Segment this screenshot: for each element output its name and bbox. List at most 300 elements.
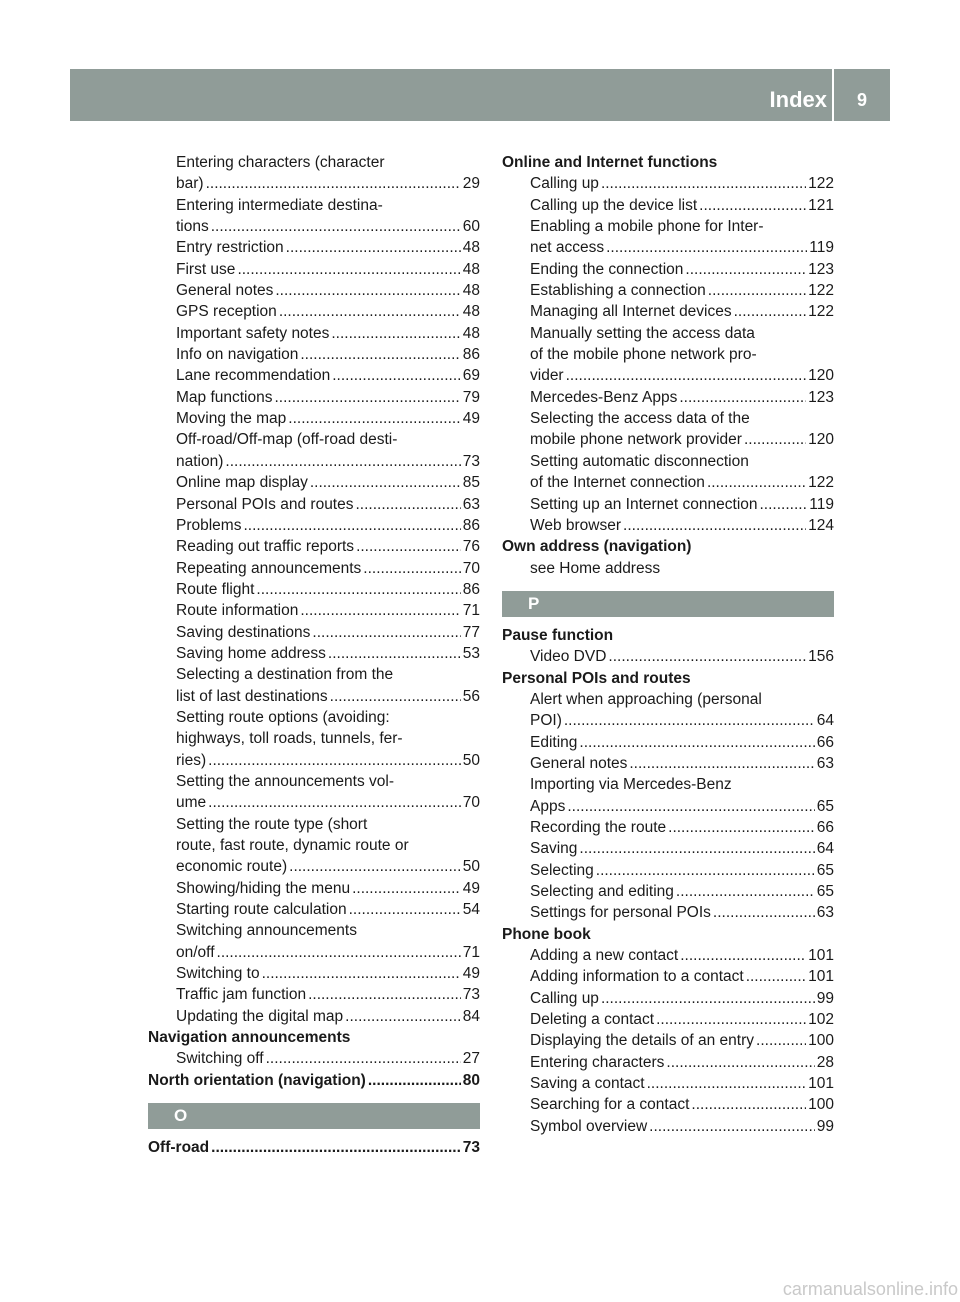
dot-leader (564, 710, 815, 731)
index-entry-label: Deleting a contact (530, 1011, 655, 1029)
index-subentry[interactable] (148, 536, 480, 557)
index-entry-label: of the Internet connection (530, 474, 705, 492)
dot-leader (356, 536, 461, 557)
index-entry-label: route, fast route, dynamic route or (176, 837, 409, 854)
dot-leader (330, 686, 461, 707)
index-subentry[interactable] (502, 860, 834, 881)
index-subentry[interactable] (502, 945, 834, 966)
index-entry-label: General notes (176, 282, 274, 300)
index-entry-label: Off-road (148, 1139, 210, 1157)
index-subentry[interactable] (148, 387, 480, 408)
index-page-ref: 71 (462, 602, 480, 620)
index-entry-label: Navigation announcements (148, 1029, 351, 1047)
index-page-ref: 54 (462, 901, 480, 919)
index-entry-label: vider (530, 367, 564, 385)
dot-leader (623, 515, 806, 536)
index-page-ref: 76 (462, 538, 480, 556)
dot-leader (332, 365, 461, 386)
index-entry-label: Establishing a connection (530, 282, 706, 300)
index-subentry[interactable] (502, 387, 834, 408)
index-subentry[interactable] (148, 579, 480, 600)
index-entry-label: Starting route calculation (176, 901, 347, 919)
index-subentry (502, 558, 834, 579)
index-entry-label: Updating the digital map (176, 1007, 344, 1025)
index-entry-label: highways, toll roads, tunnels, fer- (176, 730, 403, 748)
index-entry-label: mobile phone network provider (530, 431, 742, 449)
index-page-ref: 48 (462, 239, 480, 257)
index-subentry[interactable] (502, 966, 834, 987)
dot-leader (676, 881, 815, 902)
dot-leader (579, 732, 814, 753)
index-page-ref: 86 (462, 346, 480, 364)
index-subentry[interactable] (502, 365, 834, 386)
dot-leader (707, 472, 806, 493)
index-entry-label: Searching for a contact (530, 1096, 690, 1114)
index-entry-label: Setting the announcements vol- (176, 772, 394, 790)
index-subentry (148, 664, 480, 685)
dot-leader (608, 646, 806, 667)
dot-leader (256, 579, 460, 600)
index-page-ref: 48 (462, 303, 480, 321)
dot-leader (208, 792, 461, 813)
index-entry-label: Switching off (176, 1050, 264, 1068)
index-page-ref: 66 (816, 818, 834, 836)
index-subentry (148, 728, 480, 749)
index-subentry[interactable] (502, 1073, 834, 1094)
dot-leader (363, 558, 460, 579)
index-subentry[interactable] (148, 856, 480, 877)
index-page-ref: 63 (816, 904, 834, 922)
index-page-ref: 123 (808, 260, 834, 278)
index-page-ref: 64 (816, 712, 834, 730)
index-page-ref: 99 (816, 989, 834, 1007)
index-entry-label: tions (176, 218, 209, 236)
index-subentry[interactable] (148, 365, 480, 386)
index-entry (502, 924, 834, 945)
index-entry-label: Manually setting the access data (530, 324, 755, 342)
index-subentry[interactable] (502, 237, 834, 258)
index-subentry[interactable] (148, 686, 480, 707)
index-entry-label: General notes (530, 754, 628, 772)
index-subentry[interactable] (502, 881, 834, 902)
dot-leader (266, 1048, 461, 1069)
dot-leader (756, 1030, 806, 1051)
index-subentry[interactable] (502, 1116, 834, 1137)
index-entry-label: Web browser (530, 516, 622, 534)
index-subentry (502, 689, 834, 710)
dot-leader (647, 1073, 807, 1094)
index-entry[interactable] (148, 1070, 480, 1091)
index-subentry[interactable] (148, 899, 480, 920)
index-entry-label: Displaying the details of an entry (530, 1032, 755, 1050)
index-subentry[interactable] (148, 1048, 480, 1069)
dot-leader (243, 515, 460, 536)
index-entry-label: Switching announcements (176, 922, 357, 940)
index-entry-label: ume (176, 794, 207, 812)
index-entry (502, 668, 834, 689)
index-page-ref: 60 (462, 218, 480, 236)
index-subentry[interactable] (502, 817, 834, 838)
index-subentry[interactable] (502, 838, 834, 859)
index-entry-label: Map functions (176, 388, 273, 406)
index-page-ref: 48 (462, 260, 480, 278)
index-entry (148, 1027, 480, 1048)
index-subentry[interactable] (148, 963, 480, 984)
index-entry-label: Reading out traffic reports (176, 538, 355, 556)
index-entry-label: Editing (530, 733, 578, 751)
index-subentry[interactable] (148, 173, 480, 194)
dot-leader (237, 259, 460, 280)
index-page-ref: 80 (462, 1071, 480, 1089)
dot-leader (734, 301, 807, 322)
index-entry-label: Mercedes-Benz Apps (530, 388, 678, 406)
index-page-ref: 79 (462, 388, 480, 406)
index-page-ref: 69 (462, 367, 480, 385)
index-subentry[interactable] (148, 942, 480, 963)
index-entry-label: Calling up (530, 175, 599, 193)
dot-leader (279, 301, 461, 322)
index-subentry[interactable] (148, 643, 480, 664)
index-column-left (148, 152, 480, 1158)
index-subentry (502, 774, 834, 795)
dot-leader (331, 323, 460, 344)
index-subentry[interactable] (502, 280, 834, 301)
letter-section-header: O (148, 1103, 480, 1129)
dot-leader (668, 817, 815, 838)
index-entry-label: Setting up an Internet connection (530, 495, 758, 513)
dot-leader (368, 1070, 461, 1091)
index-subentry[interactable] (148, 558, 480, 579)
index-page-ref: 56 (462, 687, 480, 705)
footer-watermark-url: carmanualsonline.info (782, 1279, 958, 1299)
index-subentry[interactable] (148, 1006, 480, 1027)
index-page-ref: 53 (462, 644, 480, 662)
dot-leader (601, 173, 806, 194)
dot-leader (211, 216, 461, 237)
index-subentry[interactable] (148, 451, 480, 472)
index-subentry[interactable] (148, 515, 480, 536)
index-page-ref: 120 (808, 431, 834, 449)
index-entry-label: Off-road/Off-map (off-road desti- (176, 431, 398, 449)
index-subentry[interactable] (502, 902, 834, 923)
index-page-ref: 63 (816, 754, 834, 772)
index-entry (502, 625, 834, 646)
index-subentry[interactable] (148, 216, 480, 237)
index-subentry[interactable] (148, 344, 480, 365)
index-entry-label: Moving the map (176, 410, 287, 428)
dot-leader (679, 387, 806, 408)
dot-leader (629, 753, 814, 774)
dot-leader (286, 237, 461, 258)
index-subentry (148, 771, 480, 792)
index-subentry[interactable] (502, 796, 834, 817)
index-page-ref: 100 (808, 1032, 834, 1050)
index-entry-label: Showing/hiding the menu (176, 879, 351, 897)
dot-leader (606, 237, 807, 258)
index-page-ref: 119 (809, 495, 834, 513)
index-subentry[interactable] (148, 280, 480, 301)
dot-leader (601, 988, 815, 1009)
dot-leader (666, 1052, 814, 1073)
dot-leader (288, 408, 460, 429)
index-entry-label: list of last destinations (176, 687, 328, 705)
index-subentry[interactable] (502, 988, 834, 1009)
index-entry-label: Important safety notes (176, 324, 330, 342)
index-entry-label: Traffic jam function (176, 986, 307, 1004)
letter-section-header: P (502, 591, 834, 617)
index-entry-label: Route information (176, 602, 299, 620)
index-page-ref: 73 (462, 452, 480, 470)
dot-leader (349, 899, 461, 920)
index-page-ref: 28 (816, 1053, 834, 1071)
index-page-ref: 156 (808, 648, 834, 666)
dot-leader (699, 195, 806, 216)
index-subentry[interactable] (148, 984, 480, 1005)
index-page-ref: 70 (462, 559, 480, 577)
index-page-ref: 73 (462, 986, 480, 1004)
index-subentry (502, 344, 834, 365)
index-entry-label: of the mobile phone network pro- (530, 346, 757, 364)
index-subentry[interactable] (148, 750, 480, 771)
index-subentry[interactable] (148, 600, 480, 621)
index-entry-label: Saving home address (176, 644, 326, 662)
index-page-ref: 101 (808, 947, 834, 965)
index-page-ref: 122 (808, 282, 834, 300)
index-entry-label: Ending the connection (530, 260, 684, 278)
dot-leader (566, 365, 807, 386)
index-entry-label: Own address (navigation) (502, 538, 692, 556)
index-column-right (502, 152, 834, 1137)
dot-leader (713, 902, 815, 923)
dot-leader (206, 173, 461, 194)
dot-leader (345, 1006, 461, 1027)
index-page-ref: 49 (462, 879, 480, 897)
index-subentry[interactable] (148, 259, 480, 280)
index-page-ref: 99 (816, 1117, 834, 1135)
index-page-ref: 29 (462, 175, 480, 193)
index-subentry[interactable] (148, 622, 480, 643)
index-entry-label: Calling up (530, 989, 599, 1007)
index-subentry[interactable] (148, 878, 480, 899)
index-page-ref: 70 (462, 794, 480, 812)
dot-leader (356, 494, 461, 515)
index-subentry[interactable] (502, 1052, 834, 1073)
index-subentry[interactable] (502, 753, 834, 774)
index-entry-label: Lane recommendation (176, 367, 331, 385)
index-entry-label: Selecting (530, 861, 594, 879)
index-entry-label: POI) (530, 712, 562, 730)
dot-leader (328, 643, 461, 664)
index-entry-label: Enabling a mobile phone for Inter- (530, 218, 764, 236)
dot-leader (680, 945, 806, 966)
dot-leader (744, 429, 806, 450)
index-subentry[interactable] (148, 237, 480, 258)
index-page-ref: 63 (462, 495, 480, 513)
index-subentry[interactable] (502, 259, 834, 280)
dot-leader (567, 796, 814, 817)
index-subentry[interactable] (502, 429, 834, 450)
index-subentry[interactable] (502, 732, 834, 753)
dot-leader (596, 860, 815, 881)
index-page-ref: 65 (816, 861, 834, 879)
dot-leader (691, 1094, 806, 1115)
dot-leader (310, 472, 461, 493)
index-subentry[interactable] (502, 494, 834, 515)
dot-leader (579, 838, 814, 859)
index-page-ref: 48 (462, 324, 480, 342)
index-entry-label: Alert when approaching (personal (530, 690, 762, 708)
index-entry-label: Pause function (502, 626, 614, 644)
index-entry-label: Saving destinations (176, 623, 311, 641)
index-entry-label: Managing all Internet devices (530, 303, 732, 321)
index-entry-label: Entering intermediate destina- (176, 196, 383, 214)
index-subentry (148, 835, 480, 856)
page-title: Index (769, 87, 827, 112)
index-page-ref: 49 (462, 965, 480, 983)
index-page-ref: 66 (816, 733, 834, 751)
index-page-ref: 73 (462, 1139, 480, 1157)
index-entry-label: Entering characters (530, 1053, 665, 1071)
index-entry-label: Setting the route type (short (176, 815, 368, 833)
index-entry-label: Importing via Mercedes-Benz (530, 776, 732, 794)
index-page-ref: 48 (462, 282, 480, 300)
index-subentry (148, 195, 480, 216)
index-subentry[interactable] (502, 1030, 834, 1051)
index-subentry[interactable] (148, 408, 480, 429)
index-subentry[interactable] (148, 792, 480, 813)
index-entry (502, 152, 834, 173)
index-entry-label: Settings for personal POIs (530, 904, 711, 922)
index-entry-label: Saving (530, 840, 578, 858)
index-page-ref: 50 (462, 751, 480, 769)
index-subentry[interactable] (502, 1094, 834, 1115)
index-entry-label: Personal POIs and routes (502, 669, 691, 687)
index-subentry (148, 152, 480, 173)
index-subentry[interactable] (148, 494, 480, 515)
index-subentry[interactable] (502, 1009, 834, 1030)
index-page-ref: 77 (462, 623, 480, 641)
index-page-ref: 65 (816, 883, 834, 900)
index-page-ref: 84 (462, 1007, 480, 1025)
index-subentry (148, 920, 480, 941)
index-page-ref: 64 (816, 840, 834, 858)
index-entry-label: on/off (176, 943, 215, 961)
index-entry-label: North orientation (navigation) (148, 1071, 366, 1089)
index-subentry (502, 323, 834, 344)
index-entry-label: bar) (176, 175, 204, 193)
index-subentry (148, 814, 480, 835)
index-subentry[interactable] (502, 515, 834, 536)
index-entry-label: Selecting and editing (530, 883, 674, 900)
index-entry-label: Selecting a destination from the (176, 666, 394, 684)
index-entry-label: Setting route options (avoiding: (176, 708, 390, 726)
dot-leader (208, 750, 461, 771)
index-subentry[interactable] (148, 472, 480, 493)
index-entry-label: Symbol overview (530, 1117, 648, 1135)
dot-leader (760, 494, 808, 515)
dot-leader (300, 600, 460, 621)
index-entry-label: Adding information to a contact (530, 968, 744, 986)
index-entry-label: First use (176, 260, 236, 278)
index-page-ref: 120 (808, 367, 834, 385)
index-subentry[interactable] (502, 472, 834, 493)
index-page-ref: 122 (808, 175, 834, 193)
index-entry-label: GPS reception (176, 303, 277, 321)
index-subentry (502, 451, 834, 472)
dot-leader (308, 984, 461, 1005)
dot-leader (262, 963, 461, 984)
dot-leader (289, 856, 461, 877)
index-page-ref: 50 (462, 858, 480, 876)
index-subentry[interactable] (502, 646, 834, 667)
index-entry-label: Entering characters (character (176, 154, 385, 171)
index-entry-label: Info on navigation (176, 346, 299, 364)
index-page-ref: 49 (462, 410, 480, 428)
index-subentry[interactable] (502, 710, 834, 731)
index-page-ref: 123 (808, 388, 834, 406)
index-subentry[interactable] (502, 301, 834, 322)
index-page-ref: 100 (808, 1096, 834, 1114)
dot-leader (746, 966, 806, 987)
index-page-ref: 121 (808, 196, 834, 214)
index-entry-label: Entry restriction (176, 239, 284, 257)
page-number: 9 (856, 90, 867, 110)
index-page-ref: 122 (808, 474, 834, 492)
index-subentry[interactable] (148, 323, 480, 344)
index-page-ref: 119 (809, 239, 834, 257)
index-entry-label: Selecting the access data of the (530, 410, 750, 428)
dot-leader (275, 387, 461, 408)
index-subentry[interactable] (502, 195, 834, 216)
index-page-ref: 27 (462, 1050, 480, 1068)
dot-leader (649, 1116, 815, 1137)
index-entry-label: see Home address (530, 559, 661, 577)
index-page-ref: 85 (462, 474, 480, 492)
index-page-ref: 86 (462, 516, 480, 534)
index-entry-label: ries) (176, 751, 207, 769)
index-page-ref: 86 (462, 580, 480, 598)
index-entry-label: Route flight (176, 580, 255, 598)
index-entry-label: Online map display (176, 474, 308, 492)
index-entry-label: Switching to (176, 965, 260, 983)
index-subentry[interactable] (502, 173, 834, 194)
index-entry-label: Recording the route (530, 818, 667, 836)
index-subentry[interactable] (148, 301, 480, 322)
index-entry-label: Setting automatic disconnection (530, 452, 749, 470)
dot-leader (708, 280, 806, 301)
index-entry-label: Adding a new contact (530, 947, 679, 965)
index-entry-label: net access (530, 239, 605, 257)
index-subentry (502, 408, 834, 429)
index-entry-label: Calling up the device list (530, 196, 698, 214)
index-entry-label: Problems (176, 516, 242, 534)
dot-leader (685, 259, 806, 280)
index-subentry (148, 429, 480, 450)
index-entry-label: Apps (530, 797, 566, 815)
dot-leader (275, 280, 460, 301)
dot-leader (225, 451, 460, 472)
index-page-ref: 71 (462, 943, 480, 961)
index-page-ref: 65 (816, 797, 834, 815)
index-entry-label: economic route) (176, 858, 288, 876)
index-entry (502, 536, 834, 557)
index-entry-label: Video DVD (530, 648, 607, 666)
index-entry[interactable] (148, 1137, 480, 1158)
dot-leader (352, 878, 461, 899)
dot-leader (211, 1137, 461, 1158)
index-entry-label: nation) (176, 452, 224, 470)
dot-leader (300, 344, 460, 365)
